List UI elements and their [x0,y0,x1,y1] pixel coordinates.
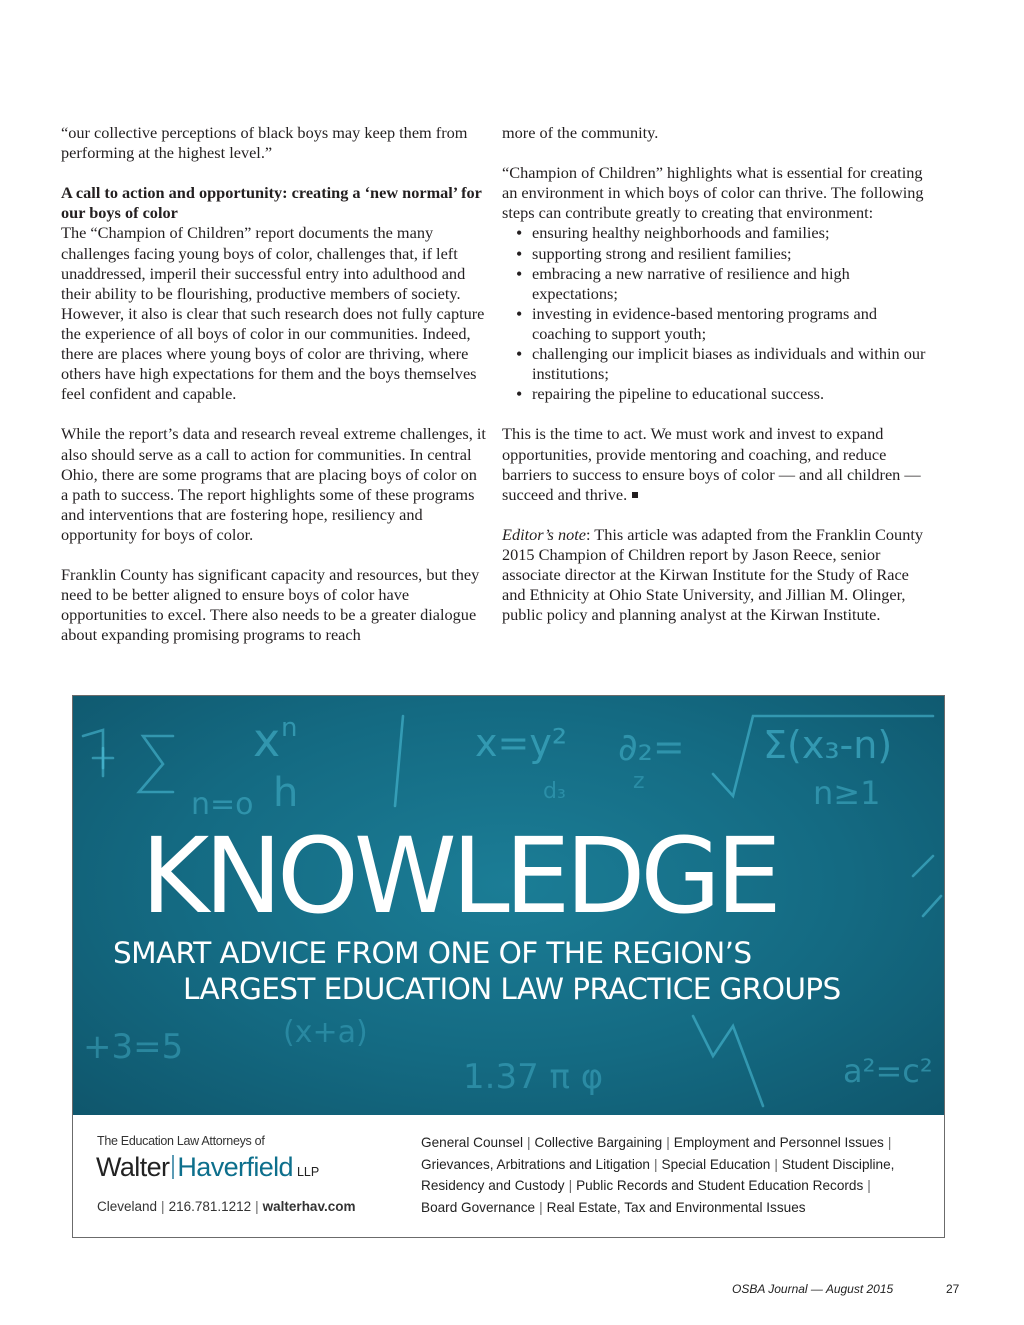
left-paragraph-1: “our collective perceptions of black boys may keep them from performing at the highest level.” [61,123,468,163]
ad-headline: KNOWLEDGE [141,815,777,937]
right-paragraph-3 [502,424,934,504]
left-column [61,123,486,645]
service-item: Public Records and Student Education Records [576,1178,864,1194]
firm-logo [96,1152,319,1183]
svg-text:x: x [253,713,281,767]
svg-text:∂₂=: ∂₂= [618,725,685,769]
firm-name-1: Walter [96,1152,170,1182]
service-item: Residency and Custody [421,1178,565,1194]
ad-footer [73,1115,944,1237]
firm-tagline: The Education Law Attorneys of [97,1134,265,1148]
ad-subheadline-1: SMART ADVICE FROM ONE OF THE REGION’S [113,936,752,970]
list-item: • ensuring healthy neighborhoods and families; [502,223,934,243]
page-number: 27 [946,1282,960,1296]
service-item: General Counsel [421,1135,524,1150]
editor-note-label: Editor’s note [502,524,586,544]
list-item: • repairing the pipeline to educational success. [502,384,934,404]
svg-text:n≥1: n≥1 [813,774,881,812]
contact-website: walterhav.com [262,1199,356,1214]
service-item: Real Estate, Tax and Environmental Issues [546,1200,806,1216]
contact-city: Cleveland [97,1199,158,1214]
left-paragraph-3: While the report’s data and research reveal extreme challenges, it also should serve as a call to action for communities. In central Ohio, there are some programs that are placing boys of color on a path to success. The report highlights some of these programs and interventions that are fostering hope, resiliency and opportunity for boys of color. [61,424,486,544]
list-item: • supporting strong and resilient families; [502,244,934,264]
services-list: General Counsel | Collective Bargaining | Employment and Personnel Issues | Grievances, Arbitrations and Litigation | Special Education | Student Discipline, Residency and Custody | Public Records and Student Education Records | Board Governance | Real Estate, Tax and Environmental Issues [421,1135,895,1216]
logo-divider [172,1155,174,1179]
service-item: Grievances, Arbitrations and Litigation [421,1156,650,1172]
contact-phone: 216.781.1212 [168,1199,252,1214]
svg-text:n: n [281,713,298,743]
firm-name-2: Haverfield [177,1152,293,1182]
service-item: Collective Bargaining [534,1135,663,1150]
right-paragraph-2: “Champion of Children” highlights what is essential for creating an environment in which boys of color can thrive. The following steps can contribute greatly to creating that environment: [502,163,924,223]
end-mark-icon [632,492,638,498]
editor-note [502,525,934,625]
law-firm-advertisement [72,695,945,1238]
service-item: Student Discipline, [781,1156,895,1172]
journal-footer: OSBA Journal — August 2015 [732,1282,894,1296]
firm-suffix: LLP [296,1165,320,1179]
firm-contact: Cleveland | 216.781.1212 | walterhav.com [97,1199,356,1214]
service-item: Board Governance [421,1200,536,1216]
svg-text:(x+a): (x+a) [283,1015,368,1050]
right-paragraph-1: more of the community. [502,123,659,142]
chalkboard-banner [73,696,944,1115]
svg-text:h: h [273,770,299,816]
editor-note-text: : This article was adapted from the Franklin County 2015 Champion of Children report by Jason Reece, senior associate director at the Kirwan Institute for the Study of Race and Ethnicity at Ohio State University, and Jillian M. Olinger, public policy and planning analyst at the Kirwan Institute. [502,524,923,625]
svg-text:x=y²: x=y² [475,721,568,765]
svg-text:z: z [633,769,645,794]
svg-text:Σ(x₃-n): Σ(x₃-n) [763,723,893,767]
section-heading: A call to action and opportunity: creating a ‘new normal’ for our boys of color [61,183,482,223]
closing-text: This is the time to act. We must work and invest to expand opportunities, provide mentoring and coaching, and reduce barriers to success to ensure boys of color — and all children — succeed and thrive. [502,424,921,504]
svg-text:+3=5: +3=5 [83,1027,184,1067]
svg-text:n=o: n=o [191,787,254,822]
service-item: Employment and Personnel Issues [673,1135,884,1150]
svg-text:d₃: d₃ [543,779,566,804]
ad-subheadline-2: LARGEST EDUCATION LAW PRACTICE GROUPS [183,972,841,1006]
list-item: • challenging our implicit biases as individuals and within our institutions; [502,344,934,384]
list-item: • embracing a new narrative of resilience and high expectations; [502,264,934,304]
list-item: • investing in evidence-based mentoring programs and coaching to support youth; [502,304,934,344]
svg-text:1.37 π φ: 1.37 π φ [463,1057,604,1097]
left-paragraph-4: Franklin County has significant capacity and resources, but they need to be better aligned to ensure boys of color have opportunities to excel. There also needs to be a greater dialogue about expanding promising programs to reach [61,565,480,645]
service-item: Special Education [661,1156,771,1172]
right-column [502,123,934,625]
svg-text:a²=c²: a²=c² [843,1052,933,1090]
steps-list [502,223,934,404]
left-paragraph-2: The “Champion of Children” report documents the many challenges facing young boys of color, challenges that, if left unaddressed, imperil their successful entry into adulthood and their ability to be flourishing, productive members of society. However, it also is clear that such research does not fully capture the experience of all boys of color in our communities. Indeed, there are places where young boys of color are thriving, where others have high expectations for them and the boys themselves feel confident and capable. [61,223,485,404]
